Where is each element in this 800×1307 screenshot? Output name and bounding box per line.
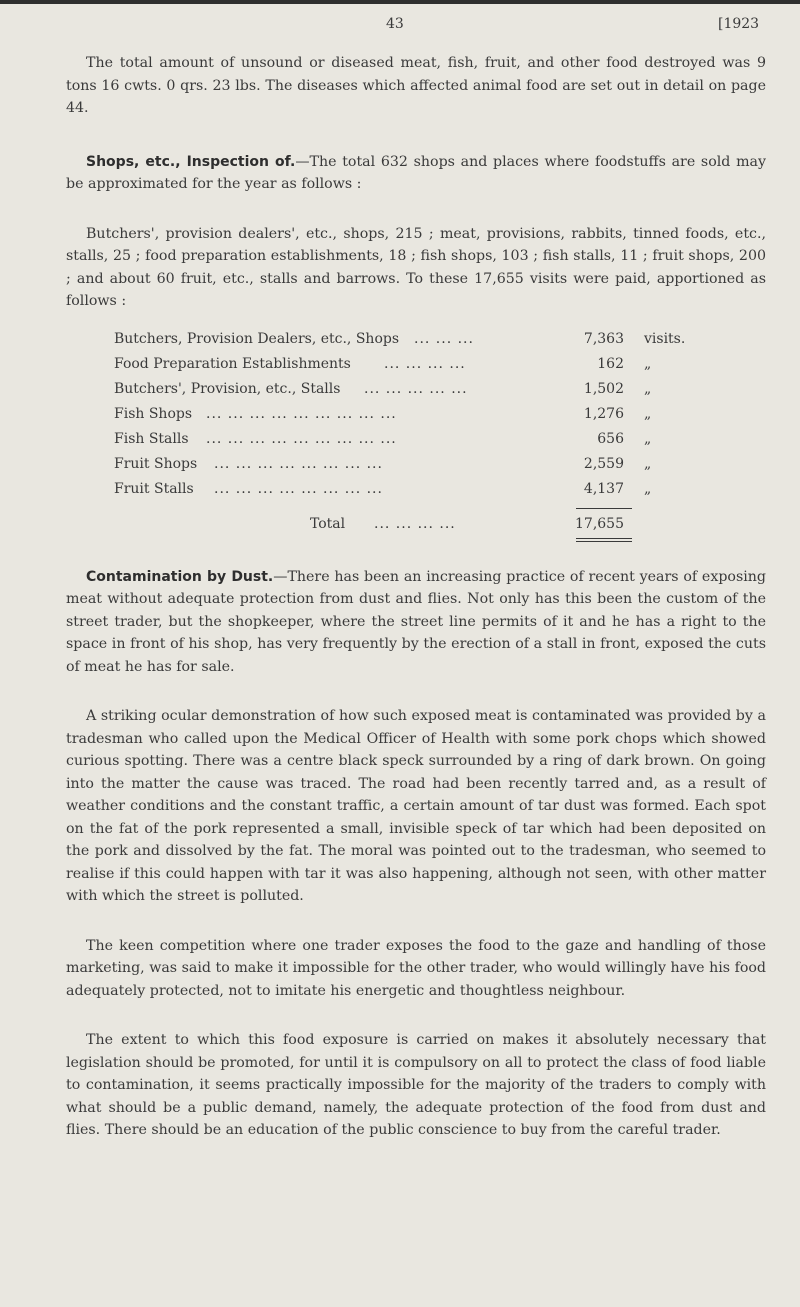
page-body (66, 52, 766, 1142)
section-heading-dust: Contamination by Dust. (86, 568, 274, 585)
total-rule-bottom (576, 538, 632, 542)
paragraph-unsound-food: The total amount of unsound or diseased meat, fish, fruit, and other food destroyed was 9 tons 16 cwts. 0 qrs. 23 lbs. The diseases which affected animal food are set out in detail on page 44. (66, 55, 766, 116)
table-row (114, 327, 714, 352)
row-unit: „ (644, 480, 652, 497)
total-value: 17,655 (575, 515, 624, 532)
table-row (114, 427, 714, 452)
row-label: Butchers, Provision Dealers, etc., Shops (114, 330, 400, 347)
row-label: Fish Shops (114, 405, 193, 422)
row-dots: ... ... ... ... ... ... ... ... ... (206, 405, 397, 422)
row-label: Fish Stalls (114, 430, 189, 447)
row-label: Fruit Stalls (114, 480, 194, 497)
row-value: 1,276 (583, 405, 624, 422)
row-unit: „ (644, 405, 652, 422)
page-header (0, 16, 800, 36)
table-row (114, 477, 714, 502)
paragraph-contamination (66, 566, 766, 679)
table-row (114, 402, 714, 427)
row-label: Fruit Shops (114, 455, 198, 472)
row-dots: ... ... ... ... ... ... ... ... (214, 455, 383, 472)
row-dots: ... ... ... ... (384, 355, 466, 372)
row-dots: ... ... ... ... ... ... ... ... (214, 480, 383, 497)
paragraph-legislation: The extent to which this food exposure is carried on makes it absolutely necessary that legislation should be promoted, for until it is compulsory on all to protect the class of food liable to contamination, it seems practically impossible for the majority of the traders to comply with what should be a public demand, namely, the adequate protection of the food from dust and flies. There should be an education of the public conscience to buy from the careful trader. (66, 1032, 766, 1138)
page-number: 43 (386, 16, 404, 32)
row-value: 7,363 (583, 330, 624, 347)
top-border-rule (0, 0, 800, 4)
visits-table (114, 327, 714, 546)
paragraph-shops-intro (66, 151, 766, 196)
page-year: [1923 (718, 16, 760, 32)
row-unit: „ (644, 430, 652, 447)
row-value: 1,502 (583, 380, 624, 397)
row-value: 162 (597, 355, 624, 372)
table-row (114, 377, 714, 402)
row-unit: „ (644, 380, 652, 397)
table-row (114, 452, 714, 477)
row-unit: „ (644, 455, 652, 472)
row-dots: ... ... ... ... ... ... ... ... ... (206, 430, 397, 447)
row-value: 2,559 (583, 455, 624, 472)
total-dots: ... ... ... ... (374, 515, 456, 532)
row-value: 656 (597, 430, 624, 447)
paragraph-competition: The keen competition where one trader exposes the food to the gaze and handling of those marketing, was said to make it impossible for the other trader, who would willingly have his food adequately protected, not to imitate his energetic and thoughtless neighbour. (66, 937, 766, 999)
section-heading-shops: Shops, etc., Inspection of. (86, 153, 296, 170)
row-label: Food Preparation Establishments (114, 355, 351, 372)
table-row (114, 352, 714, 377)
row-unit: „ (644, 355, 652, 372)
shops-intro-text: —The total 632 shops and places where foodstuffs are sold may be approximated for the year as follows : (66, 153, 766, 192)
paragraph-shops-breakdown: Butchers', provision dealers', etc., shops, 215 ; meat, provisions, rabbits, tinned foods, etc., stalls, 25 ; food preparation establishments, 18 ; fish shops, 103 ; fish stalls, 11 ; fruit shops, 200 ; and about 60 fruit, etc., stalls and barrows. To these 17,655 visits were paid, apportioned as follows : (66, 225, 766, 309)
total-rule-top (576, 508, 632, 509)
row-unit: visits. (644, 330, 686, 347)
dust-text: —There has been an increasing practice of recent years of exposing meat without adequate protection from dust and flies. Not only has this been the custom of the street trader, but the shopkeeper, where the street line permits of it and he has a right to the space in front of his shop, has very frequently by the erection of a stall in front, exposed the cuts of meat he has for sale. (66, 568, 766, 675)
row-dots: ... ... ... (414, 330, 474, 347)
row-value: 4,137 (583, 480, 624, 497)
row-dots: ... ... ... ... ... (364, 380, 468, 397)
row-label: Butchers', Provision, etc., Stalls (114, 380, 341, 397)
table-total-row (114, 510, 714, 546)
paragraph-ocular-demonstration: A striking ocular demonstration of how such exposed meat is contaminated was provided by a tradesman who called upon the Medical Officer of Health with some pork chops which showed curious spotting. There was a centre black speck surrounded by a ring of dark brown. On going into the matter the cause was traced. The road had been recently tarred and, as a result of weather conditions and the constant traffic, a certain amount of tar dust was formed. Each spot on the fat of the pork represented a small, invisible speck of tar which had been deposited on the pork and dissolved by the fat. The moral was pointed out to the tradesman, who seemed to realise if this could happen with tar it was also happening, although not seen, with other matter with which the street is polluted. (66, 708, 766, 904)
total-label: Total (310, 515, 346, 532)
